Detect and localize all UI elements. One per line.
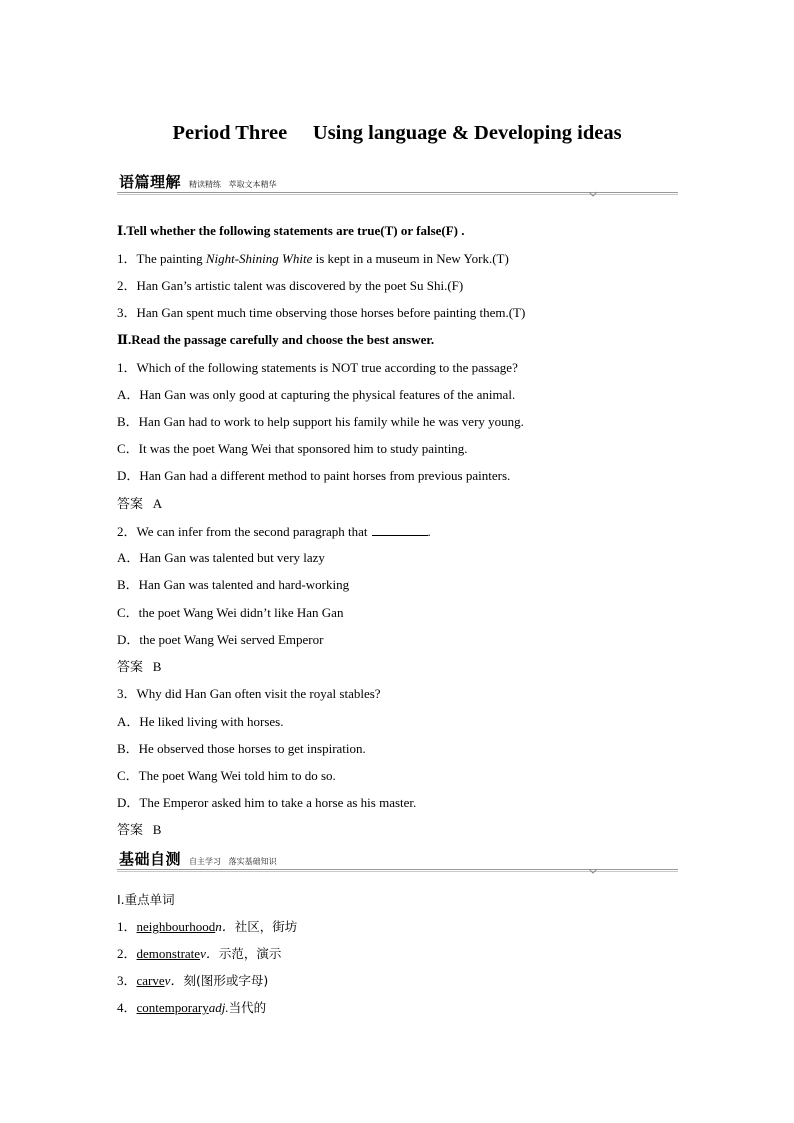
section-header-basics <box>117 850 678 873</box>
part-heading: Ⅰ.Tell whether the following statements are true(T) or false(F) . <box>117 223 465 238</box>
part-heading: Ⅰ.重点单词 <box>117 892 175 907</box>
answer-option: D．Han Gan had a different method to paint horses from previous painters. <box>117 468 511 483</box>
vocab-word: neighbourhood <box>136 919 216 934</box>
part-of-speech: adj. <box>208 1000 229 1015</box>
section-subheading: 自主学习 落实基础知识 <box>189 857 277 866</box>
vocab-meaning: 刻(图形或字母) <box>183 973 269 988</box>
vocab-item: 4．contemporaryadj.当代的 <box>117 1000 267 1015</box>
notch-ornament-icon <box>589 867 603 875</box>
vocab-meaning: 社区，街坊 <box>234 919 298 934</box>
answer-option: B．He observed those horses to get inspiration. <box>117 741 366 756</box>
part-heading: Ⅱ.Read the passage carefully and choose the best answer. <box>117 332 435 347</box>
part-of-speech: v． <box>200 946 219 961</box>
answer-option: D．The Emperor asked him to take a horse as his master. <box>117 795 417 810</box>
question-stem: 2．We can infer from the second paragraph that . <box>117 524 431 539</box>
page-title: Period Three Using language & Developing ideas <box>172 122 622 144</box>
answer-option: A．Han Gan was talented but very lazy <box>117 550 325 565</box>
section-subheading: 精读精练 萃取文本精华 <box>189 180 277 189</box>
vocab-word: demonstrate <box>136 946 201 961</box>
answer-option: D．the poet Wang Wei served Emperor <box>117 632 324 647</box>
answer-option: B．Han Gan had to work to help support his family while he was very young. <box>117 414 524 429</box>
section-heading: 基础自测 <box>119 850 182 868</box>
vocab-meaning: 示范，演示 <box>218 946 282 961</box>
question-stem: 1．Which of the following statements is NOT true according to the passage? <box>117 360 518 375</box>
vocab-word: carve <box>136 973 165 988</box>
vocab-item: 3．carvev．刻(图形或字母) <box>117 973 269 988</box>
vocab-item: 1．neighbourhoodn．社区，街坊 <box>117 919 298 934</box>
vocab-meaning: 当代的 <box>228 1000 267 1015</box>
answer-option: B．Han Gan was talented and hard-working <box>117 577 350 592</box>
section-header-reading <box>117 173 678 196</box>
answer-option: C．the poet Wang Wei didn’t like Han Gan <box>117 605 344 620</box>
answer-option: C．It was the poet Wang Wei that sponsored him to study painting. <box>117 441 468 456</box>
vocab-word: contemporary <box>136 1000 209 1015</box>
answer-option: C．The poet Wang Wei told him to do so. <box>117 768 336 783</box>
part-of-speech: n． <box>215 919 235 934</box>
section-heading: 语篇理解 <box>119 173 182 191</box>
answer-option: A．Han Gan was only good at capturing the physical features of the animal. <box>117 387 516 402</box>
statement-item: 2．Han Gan’s artistic talent was discovered by the poet Su Shi.(F) <box>117 278 464 293</box>
answer-key: 答案 B <box>117 822 162 837</box>
fill-blank <box>372 523 428 536</box>
notch-ornament-icon <box>589 190 603 198</box>
part-of-speech: v． <box>164 973 184 988</box>
statement-item: 1．The painting Night-Shining White is kept in a museum in New York.(T) <box>117 251 509 266</box>
statement-item: 3．Han Gan spent much time observing those horses before painting them.(T) <box>117 305 526 320</box>
answer-key: 答案 B <box>117 659 162 674</box>
answer-key: 答案 A <box>117 496 163 511</box>
painting-title: Night-Shining White <box>205 251 313 266</box>
answer-option: A．He liked living with horses. <box>117 714 284 729</box>
vocab-item: 2．demonstratev．示范，演示 <box>117 946 282 961</box>
question-stem: 3．Why did Han Gan often visit the royal stables? <box>117 686 381 701</box>
